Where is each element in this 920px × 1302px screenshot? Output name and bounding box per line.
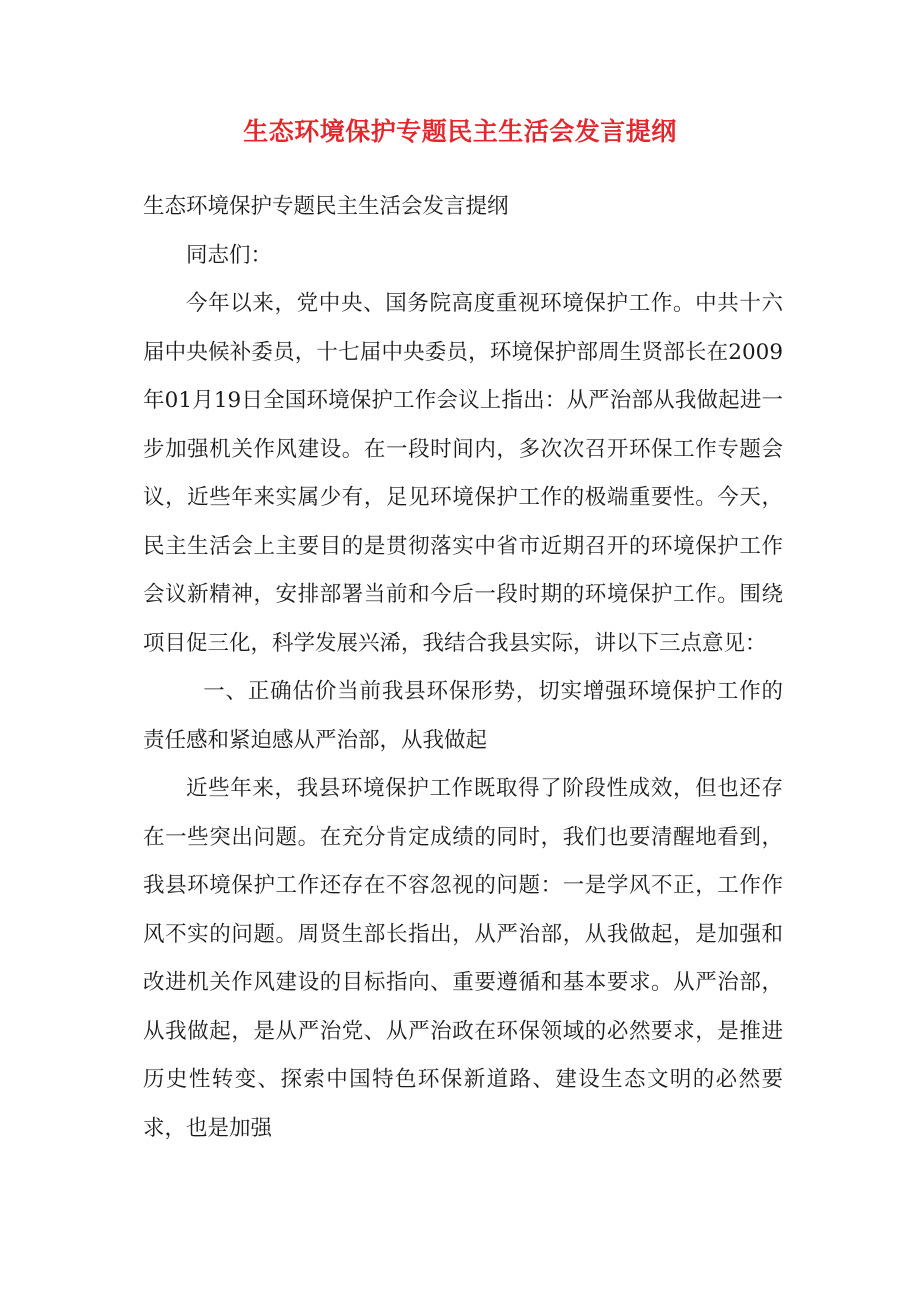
document-title: 生态环境保护专题民主生活会发言提纲 [243, 117, 677, 146]
paragraph-intro: 今年以来，党中央、国务院高度重视环境保护工作。中共十六届中央候补委员，十七届中央委员，环境保护部周生贤部长在2009年01月19日全国环境保护工作会议上指出：从严治部从我做起进一步加强机关作风建设。在一段时间内，多次次召开环保工作专题会议，近些年来实属少有，足见环境保护工作的极端重要性。今天，民主生活会上主要目的是贯彻落实中省市近期召开的环境保护工作会议新精神，安排部署当前和今后一段时期的环境保护工作。围绕项目促三化，科学发展兴浠，我结合我县实际，讲以下三点意见： [143, 291, 783, 656]
salutation: 同志们： [186, 242, 273, 268]
document-body [143, 183, 783, 1153]
section-heading-1: 一、正确估价当前我县环保形势，切实增强环境保护工作的责任感和紧迫感从严治部，从我做起 [143, 679, 783, 753]
paragraph-section-1: 近些年来，我县环境保护工作既取得了阶段性成效，但也还存在一些突出问题。在充分肯定成绩的同时，我们也要清醒地看到，我县环境保护工作还存在不容忽视的问题：一是学风不正，工作作风不实的问题。周贤生部长指出，从严治部，从我做起，是加强和改进机关作风建设的目标指向、重要遵循和基本要求。从严治部，从我做起，是从严治党、从严治政在环保领域的必然要求，是推进历史性转变、探索中国特色环保新道路、建设生态文明的必然要求，也是加强 [143, 776, 783, 1141]
document-subtitle: 生态环境保护专题民主生活会发言提纲 [143, 194, 509, 219]
